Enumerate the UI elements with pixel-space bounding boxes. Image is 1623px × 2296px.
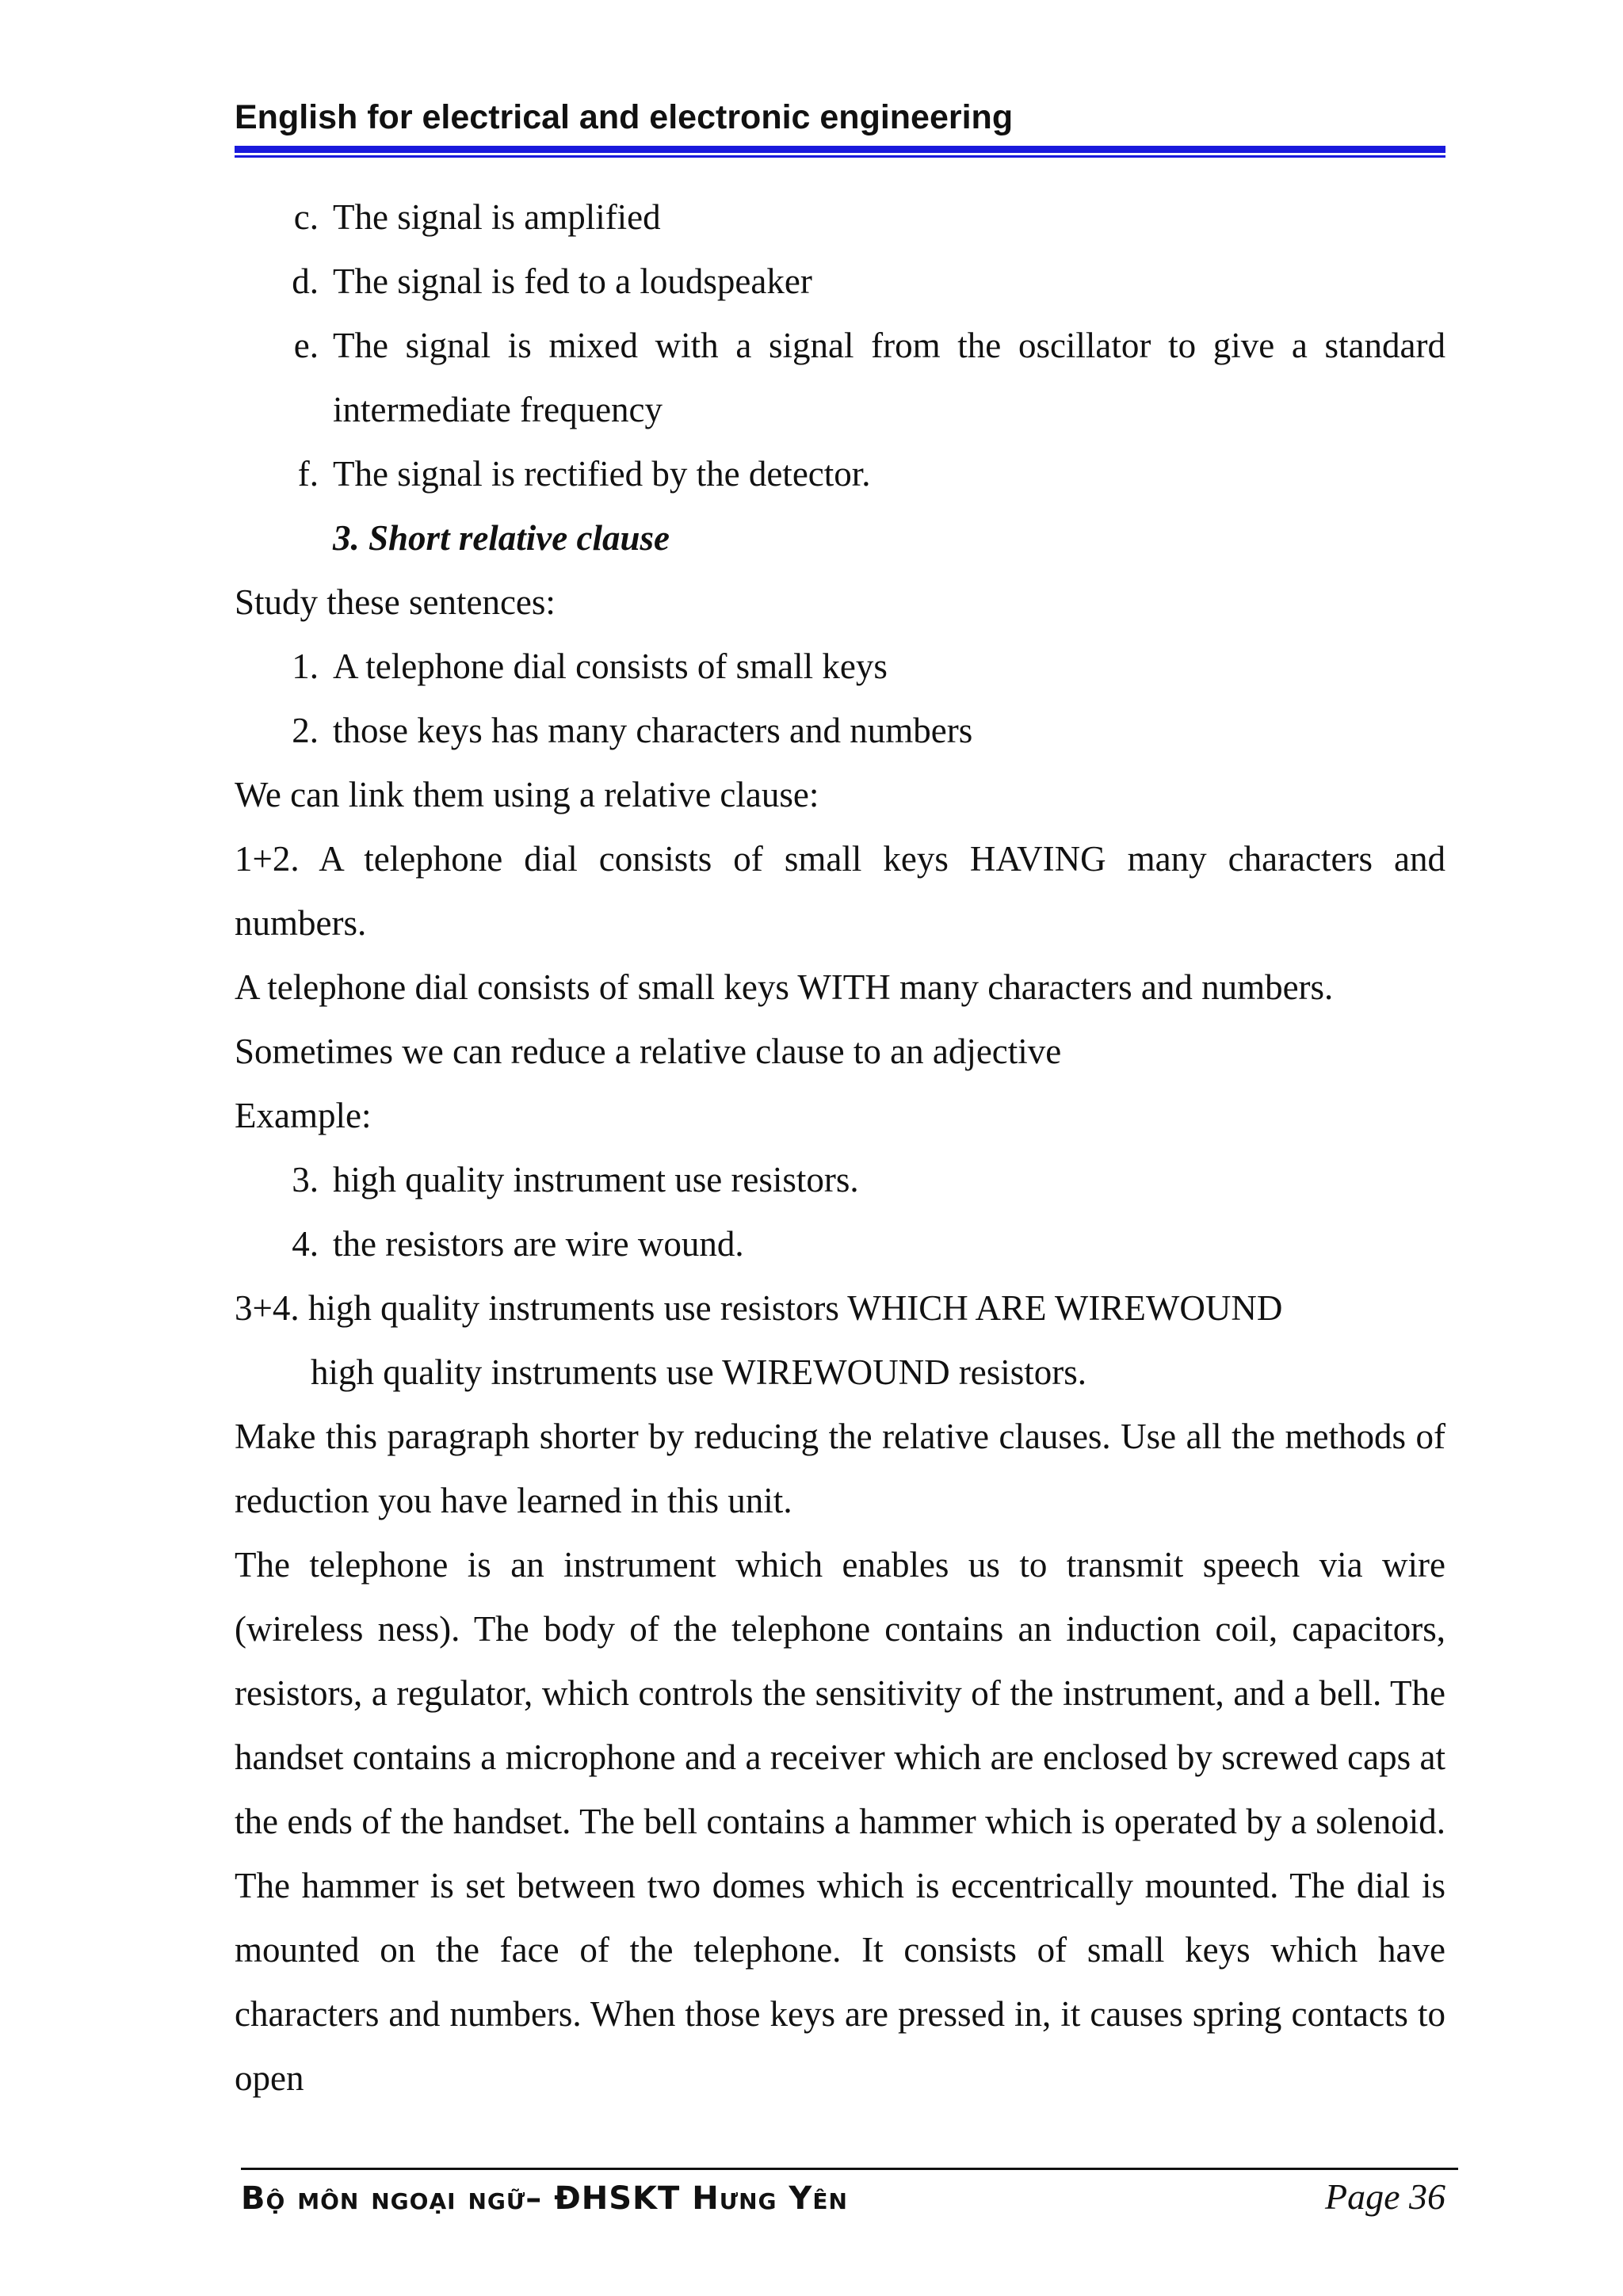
link-intro: We can link them using a relative clause: [235,775,819,814]
example-reduced: high quality instruments use WIREWOUND resistors. [311,1352,1087,1392]
list-item [235,185,1445,250]
page-content [235,185,1445,2111]
list-marker: 1. [292,646,319,686]
list-item-text: those keys has many characters and numbers [333,711,973,750]
list-item [235,699,1445,763]
exercise-instruction: Make this paragraph shorter by reducing the relative clauses. Use all the methods of reduction you have learned in this unit. [235,1417,1445,1520]
section-heading: 3. Short relative clause [333,518,670,558]
exercise-paragraph: The telephone is an instrument which enables us to transmit speech via wire (wireless ness). The body of the telephone contains an induction coil, capacitors, resistors, a regulator, which controls the sensitivity of the instrument, and a bell. The handset contains a microphone and a receiver which are enclosed by screwed caps at the ends of the handset. The bell contains a hammer which is operated by a solenoid. The hammer is set between two domes which is eccentrically mounted. The dial is mounted on the face of the telephone. It consists of small keys which have characters and numbers. When those keys are pressed in, it causes spring contacts to open [235,1545,1445,2098]
study-intro: Study these sentences: [235,582,556,622]
header-rule-thin [235,155,1445,158]
list-marker: e. [293,326,319,365]
with-sentence: A telephone dial consists of small keys WITH many characters and numbers. [235,967,1334,1007]
list-marker: c. [293,197,319,237]
reduce-note: Sometimes we can reduce a relative clause to an adjective [235,1032,1062,1071]
list-item-text: the resistors are wire wound. [333,1224,744,1264]
list-item [235,1212,1445,1276]
combined-sentence: 1+2. A telephone dial consists of small keys HAVING many characters and numbers. [235,839,1445,943]
exercise-block [235,1405,1445,2111]
list-marker: f. [297,454,319,494]
list-item [235,1148,1445,1212]
list-item-text: The signal is fed to a loudspeaker [333,261,812,301]
list-item [235,635,1445,699]
combined-sentence-block [235,827,1445,955]
running-header-title: English for electrical and electronic engineering [235,98,1014,136]
header-rule-thick [235,146,1445,153]
list-marker: 2. [292,711,319,750]
footer-rule [241,2168,1458,2170]
list-item [235,314,1445,442]
list-item-text: A telephone dial consists of small keys [333,646,888,686]
list-marker: 4. [292,1224,319,1264]
example-combined: 3+4. high quality instruments use resistors WHICH ARE WIREWOUND [235,1288,1283,1328]
example-label: Example: [235,1096,372,1135]
list-item [235,442,1445,506]
list-item-text: The signal is rectified by the detector. [333,454,871,494]
list-item-text: high quality instrument use resistors. [333,1160,859,1199]
list-item [235,250,1445,314]
list-marker: d. [292,261,319,301]
page-number: Page 36 [1324,2176,1445,2217]
footer-department: Bộ môn ngoại ngữ– ĐHSKT Hưng Yên [241,2180,848,2217]
list-item-text: The signal is amplified [333,197,661,237]
list-item-text: The signal is mixed with a signal from the oscillator to give a standard intermediate frequency [333,326,1445,429]
list-marker: 3. [292,1160,319,1199]
